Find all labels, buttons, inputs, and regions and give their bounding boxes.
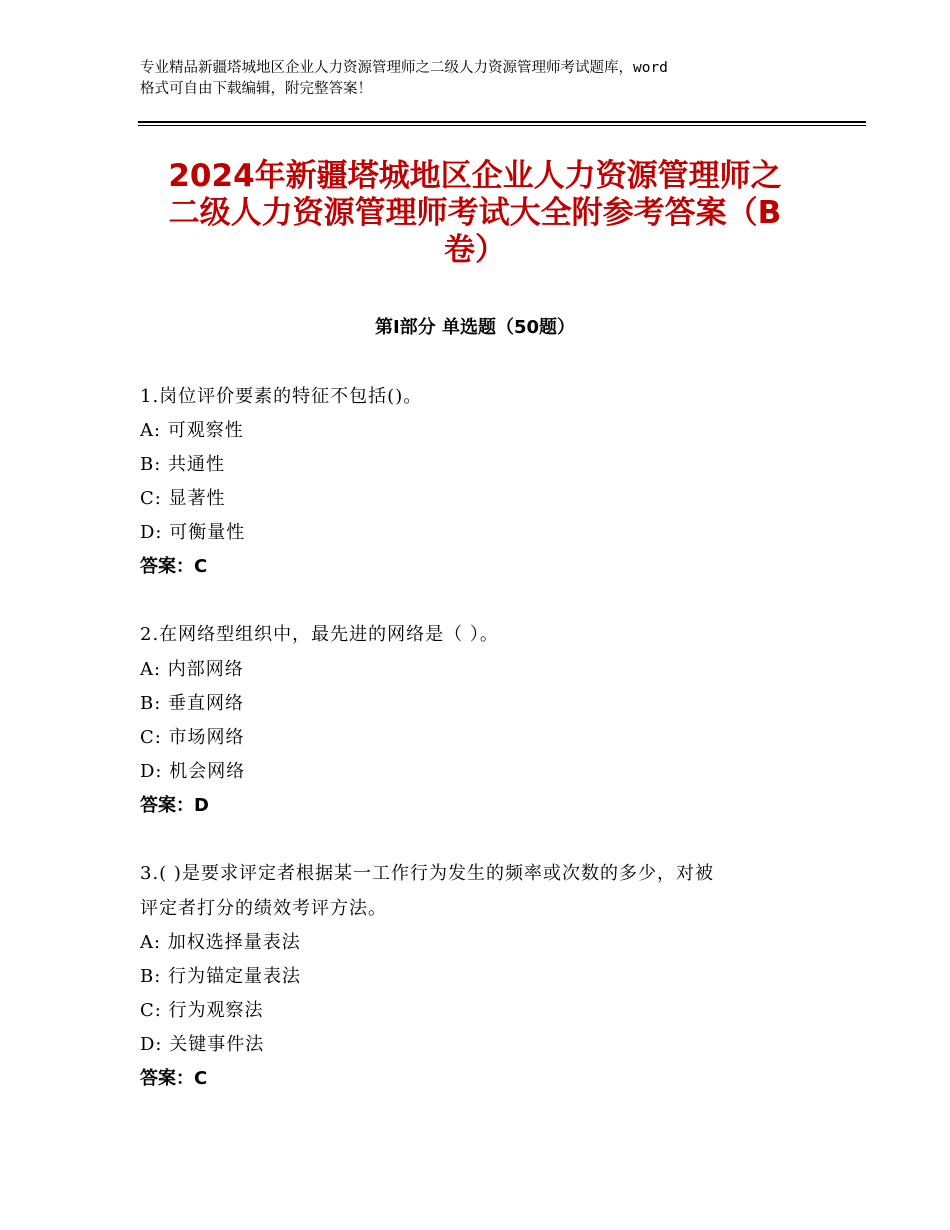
header-note [140, 58, 820, 100]
title-line: 二级人力资源管理师考试大全附参考答案（B [168, 195, 782, 231]
title-line: 2024年新疆塔城地区企业人力资源管理师之 [168, 158, 782, 194]
document-title [130, 158, 820, 269]
title-line: 卷） [444, 232, 506, 268]
option-a: A: 加权选择量表法 [140, 932, 301, 953]
header-divider-thick [138, 121, 866, 123]
option-a: A: 内部网络 [140, 659, 244, 680]
answer-label: 答案：C [140, 1068, 208, 1089]
option-a: A: 可观察性 [140, 420, 244, 441]
option-d: D: 机会网络 [140, 761, 246, 782]
option-d: D: 可衡量性 [140, 522, 246, 543]
section-title: 第Ⅰ部分 单选题（50题） [374, 317, 575, 338]
header-note-line: 格式可自由下载编辑，附完整答案！ [140, 81, 372, 97]
option-b: B: 共通性 [140, 454, 226, 475]
option-c: C: 显著性 [140, 488, 226, 509]
question-stem-line: 3.( )是要求评定者根据某一工作行为发生的频率或次数的多少，对被 [140, 863, 714, 884]
header-note-line: 专业精品新疆塔城地区企业人力资源管理师之二级人力资源管理师考试题库，word [140, 60, 668, 76]
question-stem-line: 评定者打分的绩效考评方法。 [140, 898, 387, 919]
header-divider-thin [138, 125, 866, 126]
option-b: B: 行为锚定量表法 [140, 966, 302, 987]
option-c: C: 行为观察法 [140, 1000, 264, 1021]
question-stem: 2.在网络型组织中，最先进的网络是（ ）。 [140, 624, 499, 645]
option-c: C: 市场网络 [140, 727, 245, 748]
option-d: D: 关键事件法 [140, 1034, 265, 1055]
question-stem: 1.岗位评价要素的特征不包括()。 [140, 386, 423, 407]
option-b: B: 垂直网络 [140, 693, 245, 714]
answer-label: 答案：D [140, 795, 209, 816]
answer-label: 答案：C [140, 556, 208, 577]
